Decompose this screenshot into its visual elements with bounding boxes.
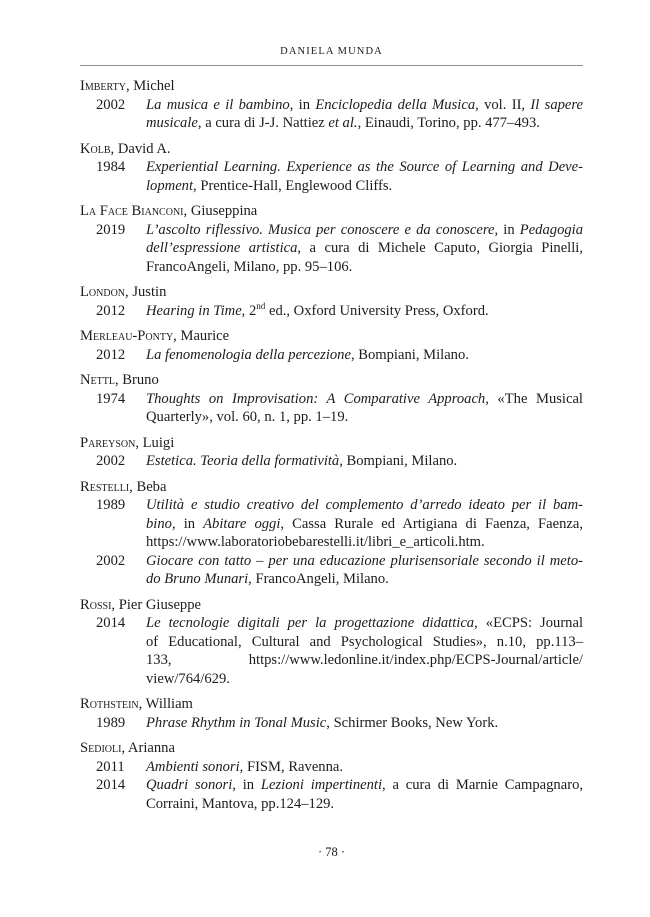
bib-reference bbox=[80, 758, 583, 777]
bib-author bbox=[80, 140, 583, 159]
ref-citation bbox=[146, 552, 583, 589]
citation-line bbox=[146, 570, 583, 589]
bib-entry bbox=[80, 77, 583, 133]
bib-reference bbox=[80, 614, 583, 688]
citation-line bbox=[146, 714, 583, 733]
bib-entry bbox=[80, 283, 583, 320]
bib-entry bbox=[80, 371, 583, 427]
bib-reference bbox=[80, 390, 583, 427]
ref-citation bbox=[146, 390, 583, 427]
author-surname: Restelli bbox=[80, 478, 130, 495]
citation-title-text: Ambienti sonori bbox=[146, 758, 240, 775]
bib-reference bbox=[80, 302, 583, 321]
citation-line bbox=[146, 533, 583, 552]
citation-text: , Schirmer Books, New York. bbox=[326, 714, 499, 731]
citation-text: , a cura di Marnie Campagnaro, bbox=[382, 777, 584, 793]
citation-text: https://www.laboratoriobebarestelli.it/libri_e_articoli.htm. bbox=[146, 534, 485, 550]
bib-author bbox=[80, 283, 583, 302]
bib-entry bbox=[80, 434, 583, 471]
citation-text: , a cura di Michele Caputo, Giorgia Pinelli, bbox=[297, 240, 583, 256]
ref-year: 1984 bbox=[96, 159, 126, 175]
citation-text: , «The Musical bbox=[485, 390, 583, 407]
bib-author bbox=[80, 695, 583, 714]
author-surname: Sedioli bbox=[80, 740, 122, 756]
citation-title-text: Le tecnologie digitali per la progettazione didattica bbox=[146, 615, 475, 631]
ref-citation bbox=[146, 496, 583, 552]
bib-entry bbox=[80, 739, 583, 813]
bib-entry bbox=[80, 478, 583, 589]
bib-entry bbox=[80, 596, 583, 689]
citation-text: , Cassa Rurale ed Artigiana di Faenza, Faenza, bbox=[280, 515, 584, 532]
citation-line bbox=[146, 496, 583, 515]
citation-line bbox=[146, 452, 583, 471]
bib-entry bbox=[80, 695, 583, 732]
author-given-name: , Beba bbox=[129, 478, 167, 495]
author-surname: Pareyson bbox=[80, 434, 136, 451]
ref-citation bbox=[146, 96, 583, 133]
author-given-name: , David A. bbox=[110, 140, 171, 157]
citation-title-text: Giocare con tatto – per una educazione plurisensoriale secondo il meto- bbox=[146, 552, 583, 569]
ref-citation bbox=[146, 158, 583, 195]
ref-citation bbox=[146, 302, 583, 321]
citation-text: Quarterly», vol. 60, n. 1, pp. 1–19. bbox=[146, 409, 349, 425]
author-given-name: , Pier Giuseppe bbox=[111, 596, 201, 613]
citation-line bbox=[146, 408, 583, 427]
ref-year: 1989 bbox=[96, 714, 126, 731]
bib-author bbox=[80, 371, 583, 390]
ref-citation bbox=[146, 346, 583, 365]
citation-text: , in bbox=[171, 515, 204, 532]
bib-reference bbox=[80, 158, 583, 195]
citation-title-text: et al. bbox=[328, 115, 358, 131]
citation-line bbox=[146, 651, 583, 670]
header-rule bbox=[80, 65, 583, 66]
citation-line bbox=[146, 614, 583, 633]
bibliography-list bbox=[80, 77, 583, 820]
citation-line bbox=[146, 552, 583, 571]
bib-reference bbox=[80, 714, 583, 733]
citation-text: nd bbox=[256, 300, 266, 311]
author-surname: La Face Bianconi bbox=[80, 203, 184, 219]
citation-text: ed., Oxford University Press, Oxford. bbox=[265, 302, 489, 319]
author-given-name: , Bruno bbox=[114, 372, 159, 388]
author-given-name: , Luigi bbox=[135, 434, 175, 451]
citation-line bbox=[146, 96, 583, 115]
ref-year: 2002 bbox=[96, 453, 126, 469]
ref-citation bbox=[146, 614, 583, 688]
author-surname: Rothstein bbox=[80, 696, 139, 712]
citation-line bbox=[146, 158, 583, 177]
bib-author bbox=[80, 739, 583, 758]
bib-author bbox=[80, 202, 583, 221]
ref-year: 1974 bbox=[96, 390, 126, 407]
citation-text: , Bompiani, Milano. bbox=[339, 453, 458, 469]
bib-author bbox=[80, 434, 583, 453]
citation-line bbox=[146, 258, 583, 277]
author-surname: Imberty bbox=[80, 78, 126, 94]
citation-title-text: bino bbox=[146, 515, 172, 532]
citation-text: , a cura di J-J. Nattiez bbox=[197, 115, 329, 131]
bib-reference bbox=[80, 96, 583, 133]
ref-year: 2014 bbox=[96, 615, 126, 631]
citation-title-text: Estetica. Teoria della formatività bbox=[146, 453, 340, 469]
citation-text: , FrancoAngeli, Milano. bbox=[248, 571, 389, 587]
ref-year: 2011 bbox=[96, 758, 125, 775]
bib-reference bbox=[80, 776, 583, 813]
citation-line bbox=[146, 177, 583, 196]
ref-year: 2002 bbox=[96, 552, 126, 569]
citation-line bbox=[146, 114, 583, 133]
bib-reference bbox=[80, 346, 583, 365]
citation-title-text: Lezioni impertinenti bbox=[260, 777, 383, 793]
citation-title-text: Enciclopedia della Musica bbox=[315, 96, 476, 113]
citation-title-text: L’ascolto riflessivo. Musica per conoscere e da conoscere bbox=[146, 221, 495, 238]
citation-text: , Prentice-Hall, Englewood Cliffs. bbox=[193, 177, 393, 194]
citation-title-text: Phrase Rhythm in Tonal Music bbox=[146, 714, 327, 731]
ref-citation bbox=[146, 776, 583, 813]
citation-line bbox=[146, 670, 583, 689]
citation-text: , in bbox=[289, 96, 316, 113]
author-given-name: , Michel bbox=[125, 78, 175, 94]
author-given-name: , Arianna bbox=[121, 740, 175, 756]
citation-text: , «ECPS: Journal bbox=[474, 615, 584, 631]
citation-text: , Bompiani, Milano. bbox=[350, 346, 469, 363]
citation-title-text: Utilità e studio creativo del complemento d’arredo ideato per il bam- bbox=[146, 497, 583, 513]
citation-title-text: La musica e il bambino bbox=[146, 96, 290, 113]
bib-author bbox=[80, 478, 583, 497]
citation-title-text: do Bruno Munari bbox=[146, 571, 249, 587]
citation-title-text: Hearing in Time bbox=[146, 302, 242, 319]
citation-line bbox=[146, 633, 583, 652]
citation-title-text: Quadri sonori bbox=[146, 777, 233, 793]
bib-entry bbox=[80, 202, 583, 276]
bib-reference bbox=[80, 221, 583, 277]
author-surname: London bbox=[80, 284, 126, 300]
author-given-name: , Justin bbox=[125, 284, 167, 300]
citation-text: view/764/629. bbox=[146, 670, 230, 687]
citation-title-text: musicale bbox=[146, 115, 198, 131]
citation-text: , FISM, Ravenna. bbox=[239, 758, 344, 775]
citation-title-text: Experiential Learning. Experience as the Source of Learning and Deve- bbox=[146, 159, 583, 175]
citation-text: , Einaudi, Torino, pp. 477–493. bbox=[357, 115, 540, 131]
citation-title-text: La fenomenologia della percezione bbox=[146, 346, 351, 363]
citation-title-text: Pedagogia bbox=[519, 221, 584, 238]
ref-citation bbox=[146, 221, 583, 277]
author-surname: Rossi bbox=[80, 596, 112, 613]
ref-year: 2012 bbox=[96, 302, 126, 319]
author-given-name: , William bbox=[138, 696, 193, 712]
citation-line bbox=[146, 795, 583, 814]
citation-title-text: Abitare oggi bbox=[203, 515, 281, 532]
citation-text: , 2 bbox=[241, 302, 257, 319]
author-surname: Merleau-Ponty bbox=[80, 328, 174, 344]
citation-text: Corraini, Mantova, pp.124–129. bbox=[146, 795, 335, 812]
bib-author bbox=[80, 327, 583, 346]
ref-year: 2014 bbox=[96, 777, 126, 793]
citation-text: FrancoAngeli, Milano, pp. 95–106. bbox=[146, 258, 353, 275]
citation-line bbox=[146, 239, 583, 258]
ref-year: 2002 bbox=[96, 96, 126, 113]
author-given-name: , Maurice bbox=[173, 328, 230, 344]
citation-line bbox=[146, 302, 583, 321]
citation-text: , in bbox=[494, 221, 520, 238]
citation-text: , vol. II, bbox=[475, 96, 531, 113]
ref-citation bbox=[146, 452, 583, 471]
citation-line bbox=[146, 515, 583, 534]
citation-title-text: lopment bbox=[146, 177, 194, 194]
running-head: DANIELA MUNDA bbox=[280, 46, 383, 57]
citation-line bbox=[146, 346, 583, 365]
citation-text: of Educational, Cultural and Psychological Studies», n.10, pp.113– bbox=[146, 633, 583, 650]
citation-title-text: Thoughts on Improvisation: A Comparative Approach bbox=[146, 390, 486, 407]
ref-citation bbox=[146, 714, 583, 733]
ref-year: 2012 bbox=[96, 346, 126, 363]
bib-author bbox=[80, 596, 583, 615]
author-surname: Kolb bbox=[80, 140, 111, 157]
bib-reference bbox=[80, 552, 583, 589]
citation-text: , in bbox=[232, 777, 261, 793]
bib-entry bbox=[80, 327, 583, 364]
bib-reference bbox=[80, 496, 583, 552]
citation-title-text: dell’espressione artistica bbox=[146, 240, 298, 256]
page-number: · 78 · bbox=[317, 845, 346, 859]
bib-author bbox=[80, 77, 583, 96]
ref-year: 1989 bbox=[96, 497, 126, 513]
ref-citation bbox=[146, 758, 583, 777]
ref-year: 2019 bbox=[96, 221, 126, 238]
bib-reference bbox=[80, 452, 583, 471]
citation-line bbox=[146, 758, 583, 777]
citation-line bbox=[146, 776, 583, 795]
citation-line bbox=[146, 221, 583, 240]
citation-line bbox=[146, 390, 583, 409]
bib-entry bbox=[80, 140, 583, 196]
author-surname: Nettl bbox=[80, 372, 115, 388]
citation-title-text: Il sapere bbox=[530, 96, 584, 113]
author-given-name: , Giuseppina bbox=[183, 203, 258, 219]
citation-text: 133, https://www.ledonline.it/index.php/ECPS-Journal/article/ bbox=[146, 652, 583, 668]
